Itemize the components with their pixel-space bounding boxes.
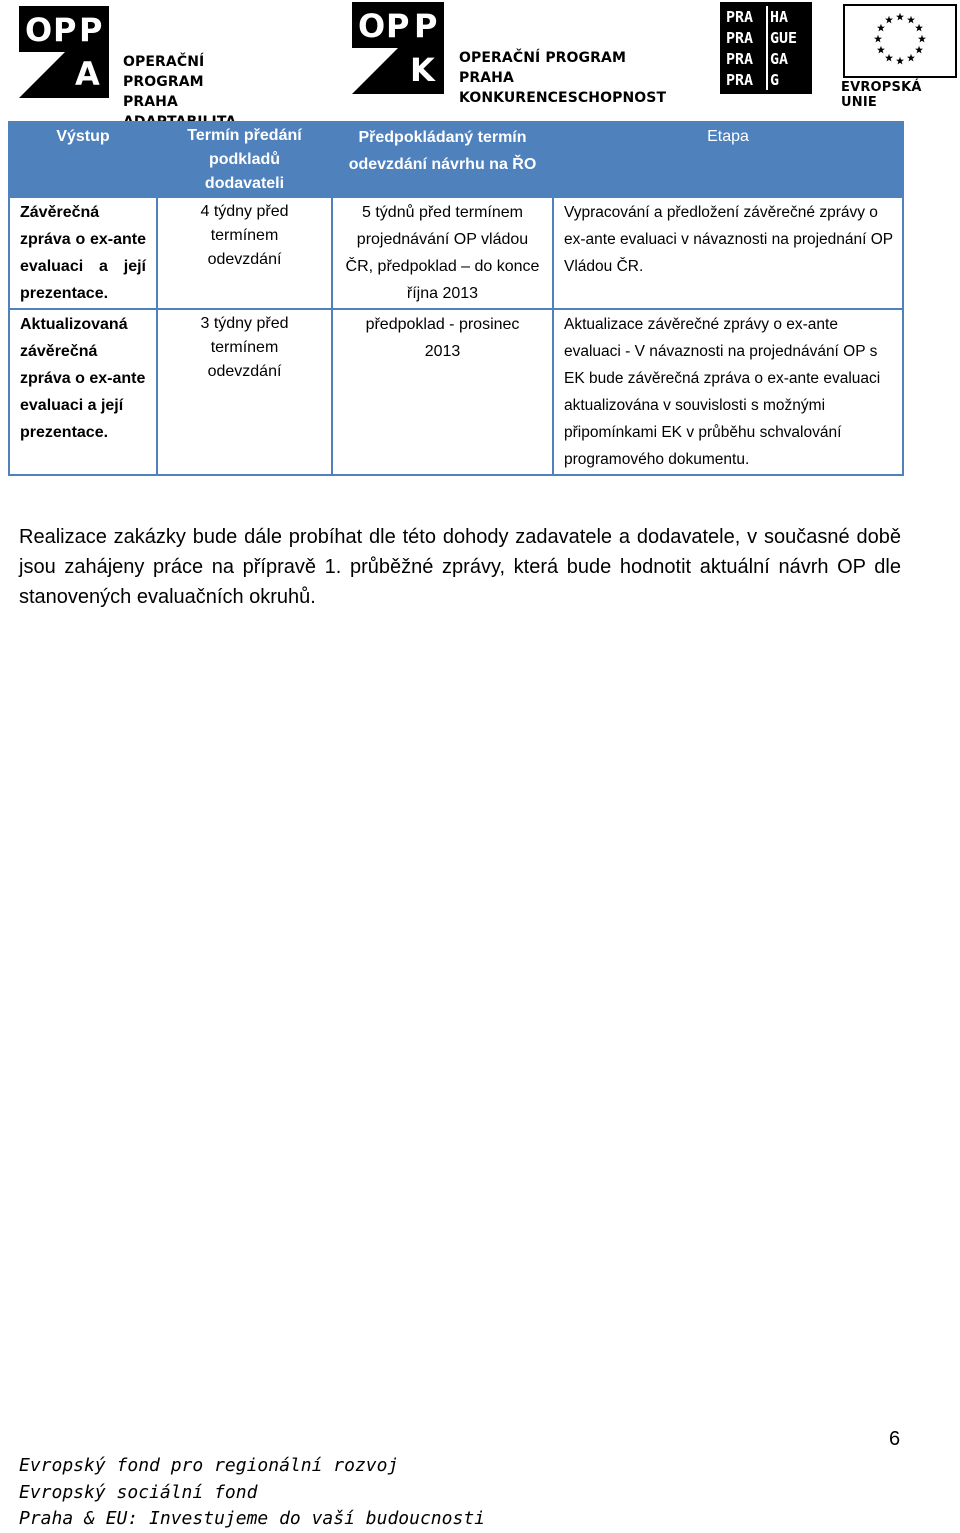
eu-stars-icon	[845, 6, 955, 76]
page-number: 6	[889, 1428, 901, 1450]
schedule-table	[8, 121, 904, 476]
col-header-predpoklad: Předpokládaný termín odevzdání návrhu na ŘO	[332, 122, 553, 197]
eu-star-icon	[918, 35, 926, 43]
eu-star-icon	[885, 54, 893, 62]
eu-star-icon	[885, 16, 893, 24]
row1-termin: 4 týdny před termínem odevzdání	[157, 197, 332, 309]
opp-a-line1: OPERAČNÍ PROGRAM PRAHA	[123, 54, 205, 110]
praha-right-3: GA	[770, 50, 789, 68]
footer-line-2: Evropský sociální fond	[19, 1481, 258, 1503]
eu-flag-icon	[843, 4, 957, 78]
praha-row-3	[726, 50, 788, 68]
opp-a-text	[123, 52, 236, 132]
eu-star-icon	[877, 24, 885, 32]
opp-a-letter-o: O	[25, 11, 53, 49]
opp-k-text	[459, 48, 666, 108]
opp-a-mark	[19, 6, 109, 98]
praha-row-4	[726, 71, 779, 89]
opp-k-line2: KONKURENCESCHOPNOST	[459, 90, 667, 106]
opp-a-letter-a: A	[75, 55, 100, 93]
opp-k-line1: OPERAČNÍ PROGRAM PRAHA	[459, 50, 626, 86]
row2-etapa: Aktualizace závěrečné zprávy o ex-ante evaluaci - V návaznosti na projednávání OP s EK bude závěrečná zpráva o ex-ante evaluaci aktualizována v souvislosti s možnými připomínkami EK v průběhu schvalování programového dokumentu.	[553, 309, 903, 475]
body-paragraph: Realizace zakázky bude dále probíhat dle této dohody zadavatele a dodavatele, v současné době jsou zahájeny práce na přípravě 1. průběžné zprávy, která bude hodnotit aktuální návrh OP dle stanovených evaluačních okruhů.	[19, 526, 901, 608]
praha-left-1: PRA	[726, 8, 754, 26]
eu-star-icon	[874, 35, 882, 43]
opp-a-triangle	[19, 52, 65, 98]
row2-predpoklad: předpoklad - prosinec 2013	[332, 309, 553, 475]
opp-k-letter-p2: P	[414, 7, 438, 45]
eu-star-icon	[896, 57, 904, 65]
row2-vystup: Aktualizovaná závěrečná zpráva o ex-ante evaluaci a její prezentace.	[9, 309, 157, 475]
praha-row-1	[726, 8, 788, 26]
eu-star-icon	[915, 24, 923, 32]
row1-predpoklad: 5 týdnů před termínem projednávání OP vládou ČR, předpoklad – do konce října 2013	[332, 197, 553, 309]
row1-vystup: Závěrečná zpráva o ex-ante evaluaci a její prezentace.	[9, 197, 157, 309]
footer-line-3: Praha & EU: Investujeme do vaší budoucnosti	[19, 1508, 485, 1529]
praha-logo	[720, 2, 812, 94]
row1-etapa: Vypracování a předložení závěrečné zprávy o ex-ante evaluaci v návaznosti na projednání OP Vládou ČR.	[553, 197, 903, 309]
praha-row-2	[726, 29, 797, 47]
opp-k-letter-o: O	[358, 7, 386, 45]
col-header-vystup: Výstup	[9, 122, 157, 197]
row2-termin: 3 týdny před termínem odevzdání	[157, 309, 332, 475]
eu-star-icon	[877, 46, 885, 54]
eu-caption: EVROPSKÁ UNIE	[841, 80, 922, 110]
praha-left-3: PRA	[726, 50, 754, 68]
table-header-row	[9, 122, 903, 197]
table-row	[9, 197, 903, 309]
footer-line-1: Evropský fond pro regionální rozvoj	[19, 1455, 399, 1476]
footer	[19, 1453, 485, 1533]
table-row	[9, 309, 903, 475]
praha-right-1: HA	[770, 8, 789, 26]
opp-k-triangle	[352, 48, 398, 94]
praha-left-4: PRA	[726, 71, 754, 89]
opp-k-letter-p1: P	[386, 7, 410, 45]
opp-k-letter-k: K	[410, 51, 435, 89]
praha-right-2: GUE	[770, 29, 798, 47]
eu-star-icon	[907, 16, 915, 24]
eu-star-icon	[896, 13, 904, 21]
praha-left-2: PRA	[726, 29, 754, 47]
eu-star-icon	[915, 46, 923, 54]
eu-star-icon	[907, 54, 915, 62]
opp-k-mark	[352, 2, 444, 94]
praha-right-4: G	[770, 71, 780, 89]
opp-a-letter-p2: P	[79, 11, 103, 49]
opp-a-letter-p1: P	[53, 11, 77, 49]
col-header-termin: Termín předání podkladů dodavateli	[157, 122, 332, 197]
col-header-etapa: Etapa	[553, 122, 903, 197]
